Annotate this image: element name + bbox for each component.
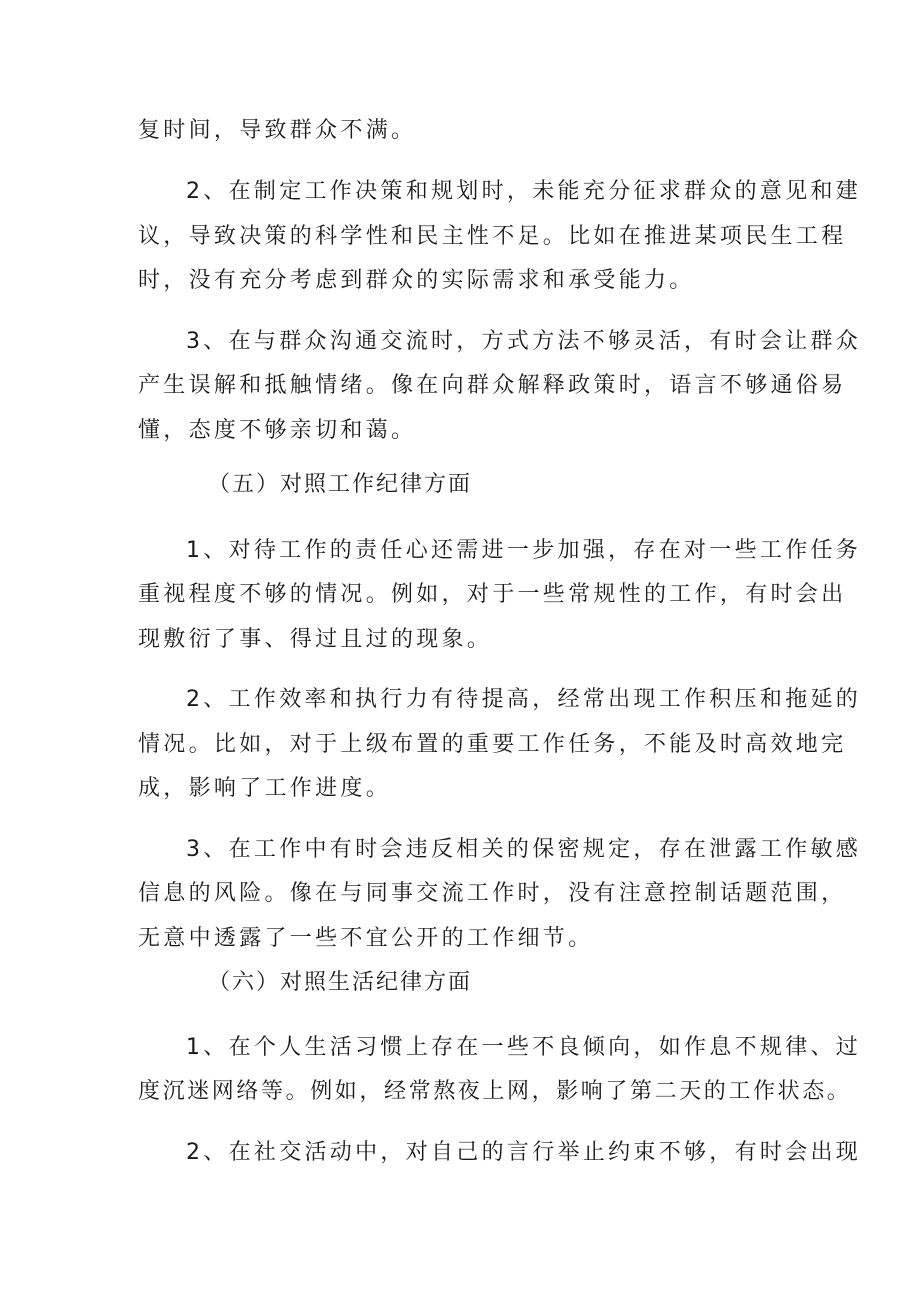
paragraph-first-line: 1、对待工作的责任心还需进一步加强，存在对一些工作任务 xyxy=(186,538,862,563)
text-line: 重视程度不够的情况。例如，对于一些常规性的工作，有时会出 xyxy=(138,582,847,607)
paragraph-first-line: 2、在社交活动中，对自己的言行举止约束不够，有时会出现 xyxy=(186,1140,862,1165)
text-line: 度沉迷网络等。例如，经常熬夜上网，影响了第二天的工作状态。 xyxy=(138,1079,852,1104)
paragraph-first-line: 1、在个人生活习惯上存在一些不良倾向，如作息不规律、过 xyxy=(186,1035,862,1060)
paragraph-first-line: 2、工作效率和执行力有待提高，经常出现工作积压和拖延的 xyxy=(186,687,862,712)
text-line: 成，影响了工作进度。 xyxy=(138,776,392,801)
text-line: 信息的风险。像在与同事交流工作时，没有注意控制话题范围， xyxy=(138,881,847,906)
text-line: 无意中透露了一些不宜公开的工作细节。 xyxy=(138,926,594,951)
paragraph-first-line: 3、在与群众沟通交流时，方式方法不够灵活，有时会让群众 xyxy=(186,329,862,354)
text-line: 情况。比如，对于上级布置的重要工作任务，不能及时高效地完 xyxy=(138,732,847,757)
text-line: 懂，态度不够亲切和蔼。 xyxy=(138,418,417,443)
text-line: 复时间，导致群众不满。 xyxy=(138,118,417,143)
section-heading: （六）对照生活纪律方面 xyxy=(208,970,473,995)
text-line: 现敷衍了事、得过且过的现象。 xyxy=(138,627,493,652)
paragraph-first-line: 3、在工作中有时会违反相关的保密规定，存在泄露工作敏感 xyxy=(186,837,862,862)
section-heading: （五）对照工作纪律方面 xyxy=(208,472,473,497)
text-line: 议，导致决策的科学性和民主性不足。比如在推进某项民生工程 xyxy=(138,224,847,249)
text-line: 时，没有充分考虑到群众的实际需求和承受能力。 xyxy=(138,268,695,293)
paragraph-first-line: 2、在制定工作决策和规划时，未能充分征求群众的意见和建 xyxy=(186,179,862,204)
text-line: 产生误解和抵触情绪。像在向群众解释政策时，语言不够通俗易 xyxy=(138,373,847,398)
